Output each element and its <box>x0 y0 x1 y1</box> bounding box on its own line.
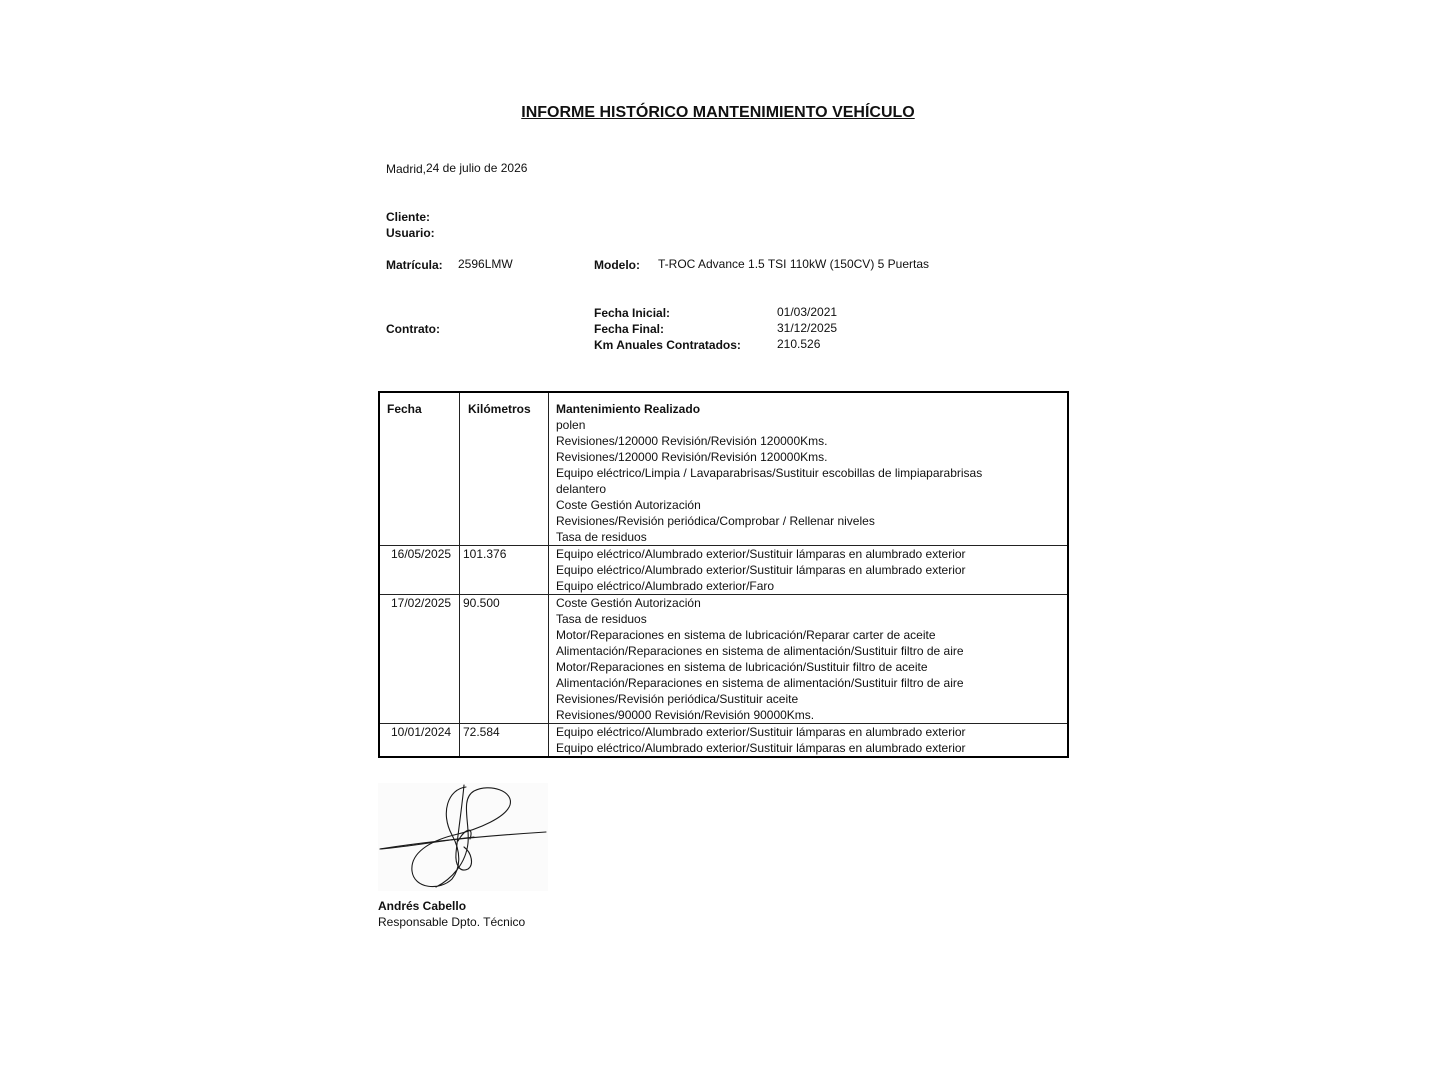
list-item: Tasa de residuos <box>556 612 647 626</box>
matricula-label: Matrícula: <box>386 258 443 272</box>
contrato-label: Contrato: <box>386 322 440 336</box>
modelo-value: T-ROC Advance 1.5 TSI 110kW (150CV) 5 Puertas <box>658 257 930 271</box>
cliente-label: Cliente: <box>386 210 431 224</box>
list-item: Revisiones/120000 Revisión/Revisión 120000Kms. <box>556 434 828 448</box>
header-fecha: Fecha <box>387 402 422 416</box>
table-row <box>379 595 1068 724</box>
list-item: delantero <box>556 482 607 496</box>
city-label: Madrid, <box>386 162 427 176</box>
table-row <box>379 546 1068 595</box>
list-item: Coste Gestión Autorización <box>556 498 701 512</box>
row-km: 72.584 <box>463 725 500 739</box>
km-anuales-label: Km Anuales Contratados: <box>594 338 741 352</box>
list-item: Tasa de residuos <box>556 530 647 544</box>
table-row <box>379 724 1068 758</box>
row-date: 10/01/2024 <box>391 725 452 739</box>
matricula-value: 2596LMW <box>458 257 513 271</box>
list-item: Equipo eléctrico/Alumbrado exterior/Sustituir lámparas en alumbrado exterior <box>556 547 966 561</box>
usuario-label: Usuario: <box>386 226 435 240</box>
list-item: Alimentación/Reparaciones en sistema de alimentación/Sustituir filtro de aire <box>556 676 964 690</box>
list-item: Equipo eléctrico/Alumbrado exterior/Sustituir lámparas en alumbrado exterior <box>556 741 966 755</box>
report-date: 24 de julio de 2026 <box>426 161 528 175</box>
header-kilometros: Kilómetros <box>468 402 531 416</box>
list-item: Equipo eléctrico/Alumbrado exterior/Sustituir lámparas en alumbrado exterior <box>556 563 966 577</box>
row-km: 101.376 <box>463 547 507 561</box>
list-item: Revisiones/Revisión periódica/Comprobar / Rellenar niveles <box>556 514 875 528</box>
list-item: Coste Gestión Autorización <box>556 596 701 610</box>
row-date: 17/02/2025 <box>391 596 452 610</box>
list-item: polen <box>556 418 586 432</box>
first-block <box>549 401 1067 545</box>
list-item: Motor/Reparaciones en sistema de lubricación/Reparar carter de aceite <box>556 628 936 642</box>
table-header-row <box>379 392 1068 546</box>
list-item: Revisiones/Revisión periódica/Sustituir aceite <box>556 692 799 706</box>
list-item: Equipo eléctrico/Alumbrado exterior/Faro <box>556 579 775 593</box>
signer-role: Responsable Dpto. Técnico <box>378 915 526 929</box>
list-item: Equipo eléctrico/Limpia / Lavaparabrisas/Sustituir escobillas de limpiaparabrisas <box>556 466 983 480</box>
list-item: Equipo eléctrico/Alumbrado exterior/Sustituir lámparas en alumbrado exterior <box>556 725 966 739</box>
header-mantenimiento: Mantenimiento Realizado <box>556 402 701 416</box>
handwritten-signature-icon <box>378 783 548 891</box>
fecha-final-value: 31/12/2025 <box>777 321 838 335</box>
row-date: 16/05/2025 <box>391 547 452 561</box>
fecha-inicial-label: Fecha Inicial: <box>594 306 671 320</box>
list-item: Motor/Reparaciones en sistema de lubricación/Sustituir filtro de aceite <box>556 660 928 674</box>
row-km: 90.500 <box>463 596 500 610</box>
signer-name: Andrés Cabello <box>378 899 467 913</box>
modelo-label: Modelo: <box>594 258 640 272</box>
fecha-inicial-value: 01/03/2021 <box>777 305 838 319</box>
list-item: Alimentación/Reparaciones en sistema de alimentación/Sustituir filtro de aire <box>556 644 964 658</box>
list-item: Revisiones/90000 Revisión/Revisión 90000Kms. <box>556 708 815 722</box>
maintenance-table <box>378 391 1069 758</box>
list-item: Revisiones/120000 Revisión/Revisión 120000Kms. <box>556 450 828 464</box>
fecha-final-label: Fecha Final: <box>594 322 665 336</box>
km-anuales-value: 210.526 <box>777 337 821 351</box>
document-title: INFORME HISTÓRICO MANTENIMIENTO VEHÍCULO <box>521 104 915 121</box>
